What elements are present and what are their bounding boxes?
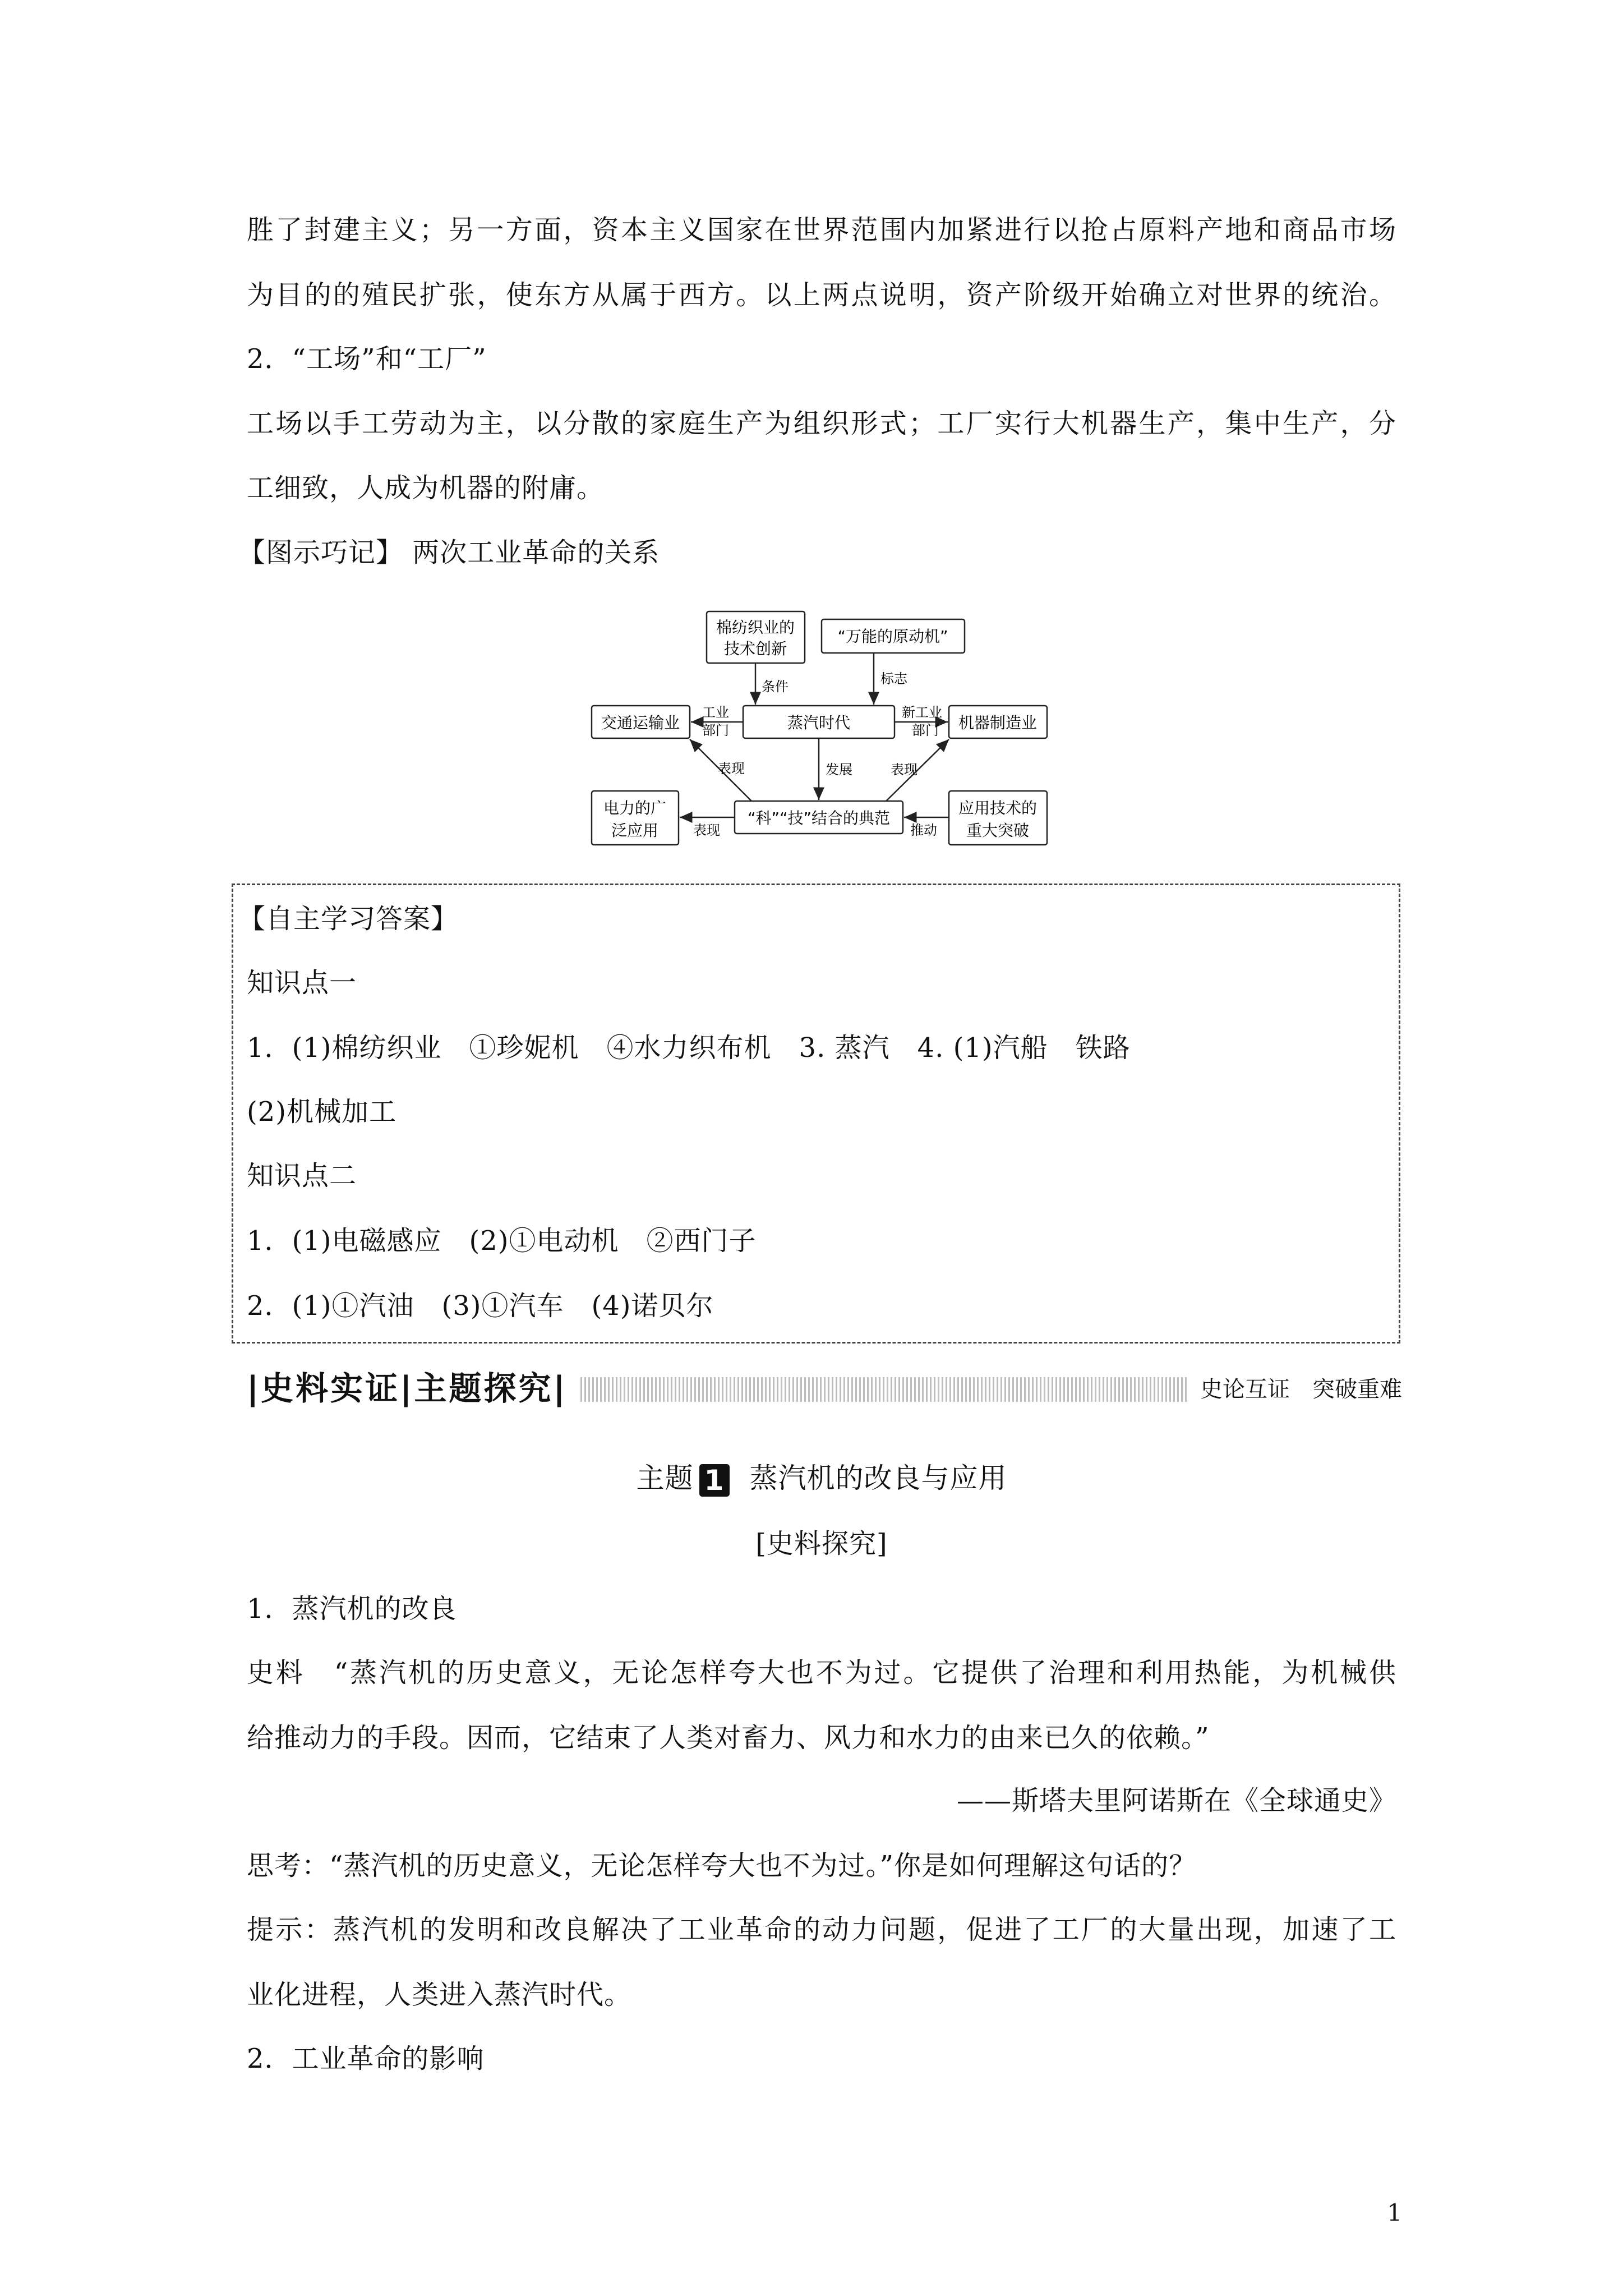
knowledge-point-1: 知识点一 xyxy=(247,967,357,999)
hint-line-1: 提示：蒸汽机的发明和改良解决了工业革命的动力问题，促进了工厂的大量出现，加速了工 xyxy=(247,1914,1396,1945)
box-machine-text: 机器制造业 xyxy=(958,714,1038,732)
theme-title: 蒸汽机的改良与应用 xyxy=(749,1462,1007,1494)
point-1-line-1: 1．(1)棉纺织业 ①珍妮机 ④水力织布机 3. 蒸汽 4. (1)汽船 铁路 xyxy=(247,1032,1131,1064)
banner-subtitle: 史论互证 突破重难 xyxy=(1189,1376,1402,1403)
label-industry-1: 工业 xyxy=(702,705,729,720)
section-banner xyxy=(247,1365,1402,1412)
point-2-line-1: 1．(1)电磁感应 (2)①电动机 ②西门子 xyxy=(247,1225,757,1257)
theme-number: 1 xyxy=(699,1464,730,1497)
point-2-line-2: 2．(1)①汽油 (3)①汽车 (4)诺贝尔 xyxy=(247,1290,714,1322)
box-steam-text: 蒸汽时代 xyxy=(787,714,851,732)
label-new-industry-1: 新工业 xyxy=(902,705,942,720)
label-new-industry-2: 部门 xyxy=(912,723,939,738)
label-symbol: 标志 xyxy=(880,671,907,687)
source-line-2: 给推动力的手段。因而，它结束了人类对畜力、风力和水力的由来已久的依赖。” xyxy=(247,1722,1210,1754)
label-develop: 发展 xyxy=(826,762,852,777)
point-1-line-2: (2)机械加工 xyxy=(247,1096,396,1128)
source-line-1: 史料 “蒸汽机的历史意义，无论怎样夸大也不为过。它提供了治理和利用热能，为机械供 xyxy=(247,1657,1396,1688)
item-2-line-1: 工场以手工劳动为主，以分散的家庭生产为组织形式；工厂实行大机器生产，集中生产，分 xyxy=(247,408,1396,439)
label-condition: 条件 xyxy=(762,679,789,694)
knowledge-point-2: 知识点二 xyxy=(247,1160,357,1191)
question: 思考：“蒸汽机的历史意义，无论怎样夸大也不为过。”你是如何理解这句话的？ xyxy=(247,1850,1197,1881)
theme-prefix: 主题 xyxy=(636,1462,694,1494)
content-item-2: 2．工业革命的影响 xyxy=(247,2043,485,2074)
source-attribution: ——斯塔夫里阿诺斯在《全球通史》 xyxy=(956,1785,1396,1816)
answers-title: 【自主学习答案】 xyxy=(238,903,459,935)
section-label: [史料探究] xyxy=(755,1528,888,1559)
box-transport-text: 交通运输业 xyxy=(601,714,680,732)
theme-heading xyxy=(247,1458,1396,1498)
intro-line-2: 为目的的殖民扩张，使东方从属于西方。以上两点说明，资产阶级开始确立对世界的统治。 xyxy=(247,279,1396,311)
label-express-left: 表现 xyxy=(718,761,745,776)
box-cotton-text-1: 棉纺织业的 xyxy=(716,618,795,637)
box-cotton-text-2: 技术创新 xyxy=(723,639,787,658)
intro-line-1: 胜了封建主义；另一方面，资本主义国家在世界范围内加紧进行以抢占原料产地和商品市场 xyxy=(247,214,1396,246)
box-engine-text: “万能的原动机” xyxy=(837,627,948,646)
diagram-heading: 【图示巧记】 两次工业革命的关系 xyxy=(238,537,660,568)
banner-title: |史料实证|主题探究| xyxy=(247,1368,579,1409)
box-science-text: “科”“技”结合的典范 xyxy=(747,809,891,827)
label-express-right: 表现 xyxy=(891,762,917,777)
item-2-line-2: 工细致，人成为机器的附庸。 xyxy=(247,472,605,504)
content-item-1: 1．蒸汽机的改良 xyxy=(247,1593,457,1625)
box-electric-text-1: 电力的广 xyxy=(603,799,667,817)
hint-line-2: 业化进程，人类进入蒸汽时代。 xyxy=(247,1979,632,2010)
label-industry-2: 部门 xyxy=(702,723,729,738)
industrial-revolution-diagram xyxy=(583,600,1054,853)
box-tech-text-2: 重大突破 xyxy=(966,821,1030,840)
item-2-title: 2．“工场”和“工厂” xyxy=(247,343,487,375)
box-tech-text-1: 应用技术的 xyxy=(958,799,1038,817)
page-number: 1 xyxy=(1387,2199,1402,2226)
box-electric-text-2: 泛应用 xyxy=(611,821,659,840)
label-promote: 推动 xyxy=(910,822,937,838)
label-express-bottom: 表现 xyxy=(693,822,720,838)
